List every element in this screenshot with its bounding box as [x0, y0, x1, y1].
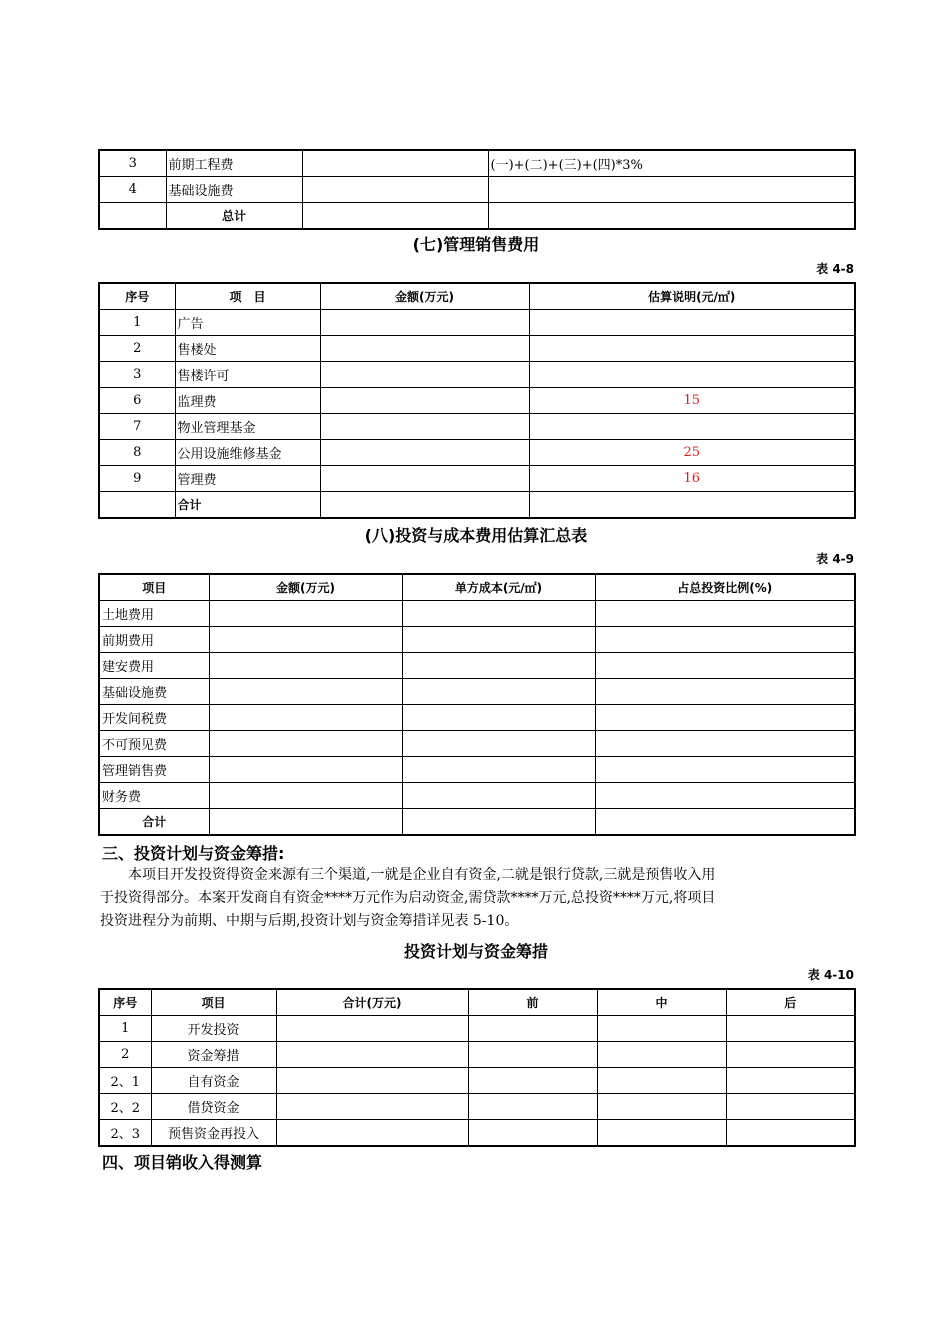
note-cell [529, 362, 855, 388]
mid-cell [597, 1068, 726, 1094]
table-row [99, 1016, 855, 1042]
table-row [99, 388, 855, 414]
early-cell [468, 1120, 597, 1147]
table-row [99, 1068, 855, 1094]
ratio-cell [595, 653, 855, 679]
table-number: 表 4-9 [816, 552, 854, 566]
table-row [99, 809, 855, 836]
table-row [99, 627, 855, 653]
early-cell [468, 1042, 597, 1068]
column-header: 中 [597, 989, 726, 1016]
amount-cell [209, 627, 402, 653]
total-cell [276, 1016, 468, 1042]
row-number: 1 [99, 1016, 151, 1042]
amount-cell [320, 466, 529, 492]
item-name: 售楼许可 [175, 362, 320, 388]
late-cell [726, 1016, 855, 1042]
total-cell [276, 1068, 468, 1094]
table-row [99, 336, 855, 362]
note-cell [529, 310, 855, 336]
table-row [99, 679, 855, 705]
item-name: 公用设施维修基金 [175, 440, 320, 466]
unit-cost-cell [402, 601, 595, 627]
amount-cell [302, 203, 488, 230]
column-header: 估算说明(元/㎡) [529, 283, 855, 310]
total-cell [276, 1042, 468, 1068]
note-cell: 16 [529, 466, 855, 492]
amount-cell [320, 336, 529, 362]
section-heading: 四、项目销收入得测算 [102, 1153, 263, 1172]
row-number: 2 [99, 336, 175, 362]
ratio-cell [595, 705, 855, 731]
amount-cell [320, 310, 529, 336]
column-header: 后 [726, 989, 855, 1016]
amount-cell [320, 492, 529, 519]
note-cell: (一)+(二)+(三)+(四)*3% [488, 150, 855, 177]
table-row [99, 203, 855, 230]
note-cell [529, 414, 855, 440]
total-cell [276, 1120, 468, 1147]
row-number: 7 [99, 414, 175, 440]
item-name: 土地费用 [99, 601, 209, 627]
investment-cost-summary-table [98, 573, 856, 836]
column-header: 合计(万元) [276, 989, 468, 1016]
unit-cost-cell [402, 653, 595, 679]
item-name: 前期工程费 [166, 150, 302, 177]
ratio-cell [595, 601, 855, 627]
column-header: 单方成本(元/㎡) [402, 574, 595, 601]
unit-cost-cell [402, 731, 595, 757]
unit-cost-cell [402, 757, 595, 783]
column-header: 占总投资比例(%) [595, 574, 855, 601]
table-row [99, 1042, 855, 1068]
table-number: 表 4-10 [807, 968, 854, 982]
row-number: 2、1 [99, 1068, 151, 1094]
table-number: 表 4-8 [816, 262, 854, 276]
table-row [99, 783, 855, 809]
amount-cell [320, 388, 529, 414]
table-header-row [99, 283, 855, 310]
note-cell [488, 203, 855, 230]
late-cell [726, 1094, 855, 1120]
management-sales-cost-table [98, 282, 856, 519]
amount-cell [209, 653, 402, 679]
column-header: 项目 [151, 989, 276, 1016]
table-row [99, 362, 855, 388]
table-row [99, 757, 855, 783]
column-header: 前 [468, 989, 597, 1016]
table-row [99, 601, 855, 627]
column-header: 金额(万元) [320, 283, 529, 310]
ratio-cell [595, 627, 855, 653]
amount-cell [320, 362, 529, 388]
early-cell [468, 1068, 597, 1094]
item-name: 前期费用 [99, 627, 209, 653]
amount-cell [209, 783, 402, 809]
paragraph-line: 本项目开发投资得资金来源有三个渠道,一就是企业自有资金,二就是银行贷款,三就是预售收入用 [128, 867, 716, 883]
column-header: 序号 [99, 989, 151, 1016]
late-cell [726, 1120, 855, 1147]
item-name: 不可预见费 [99, 731, 209, 757]
row-number: 4 [99, 177, 166, 203]
mid-cell [597, 1094, 726, 1120]
table-row [99, 440, 855, 466]
table-row [99, 466, 855, 492]
item-name: 开发投资 [151, 1016, 276, 1042]
amount-cell [209, 679, 402, 705]
section-title: (七)管理销售费用 [412, 235, 540, 254]
total-cell [276, 1094, 468, 1120]
row-number: 9 [99, 466, 175, 492]
table-row [99, 1094, 855, 1120]
late-cell [726, 1042, 855, 1068]
row-number [99, 203, 166, 230]
row-number: 8 [99, 440, 175, 466]
table-row [99, 653, 855, 679]
item-name: 广告 [175, 310, 320, 336]
total-label: 合计 [175, 492, 320, 519]
table-row [99, 310, 855, 336]
table-header-row [99, 574, 855, 601]
section-heading: 三、投资计划与资金筹措: [102, 844, 285, 863]
column-header: 序号 [99, 283, 175, 310]
ratio-cell [595, 679, 855, 705]
table-row [99, 177, 855, 203]
item-name: 基础设施费 [166, 177, 302, 203]
early-cell [468, 1094, 597, 1120]
table-row [99, 492, 855, 519]
column-header: 项目 [99, 574, 209, 601]
item-name: 自有资金 [151, 1068, 276, 1094]
table-title: 投资计划与资金筹措 [403, 942, 548, 961]
amount-cell [302, 150, 488, 177]
row-number [99, 492, 175, 519]
amount-cell [209, 757, 402, 783]
row-number: 6 [99, 388, 175, 414]
item-name: 预售资金再投入 [151, 1120, 276, 1147]
ratio-cell [595, 731, 855, 757]
amount-cell [320, 414, 529, 440]
table-row [99, 414, 855, 440]
item-name: 建安费用 [99, 653, 209, 679]
amount-cell [302, 177, 488, 203]
unit-cost-cell [402, 679, 595, 705]
note-cell: 25 [529, 440, 855, 466]
item-name: 监理费 [175, 388, 320, 414]
row-number: 2、3 [99, 1120, 151, 1147]
note-cell [488, 177, 855, 203]
row-number: 2、2 [99, 1094, 151, 1120]
note-cell [529, 492, 855, 519]
construction-cost-table-continued [98, 149, 856, 230]
item-name: 开发间税费 [99, 705, 209, 731]
item-name: 资金筹措 [151, 1042, 276, 1068]
table-row [99, 150, 855, 177]
unit-cost-cell [402, 627, 595, 653]
item-name: 售楼处 [175, 336, 320, 362]
item-name: 管理费 [175, 466, 320, 492]
column-header: 金额(万元) [209, 574, 402, 601]
ratio-cell [595, 809, 855, 836]
total-label: 合计 [99, 809, 209, 836]
body-paragraph [100, 864, 852, 933]
table-header-row [99, 989, 855, 1016]
mid-cell [597, 1016, 726, 1042]
total-label: 总计 [166, 203, 302, 230]
amount-cell [209, 809, 402, 836]
row-number: 1 [99, 310, 175, 336]
row-number: 2 [99, 1042, 151, 1068]
mid-cell [597, 1042, 726, 1068]
investment-plan-table [98, 988, 856, 1147]
ratio-cell [595, 757, 855, 783]
note-cell [529, 336, 855, 362]
unit-cost-cell [402, 783, 595, 809]
early-cell [468, 1016, 597, 1042]
table-row [99, 731, 855, 757]
table-row [99, 1120, 855, 1147]
table-row [99, 705, 855, 731]
note-cell: 15 [529, 388, 855, 414]
unit-cost-cell [402, 809, 595, 836]
unit-cost-cell [402, 705, 595, 731]
column-header: 项 目 [175, 283, 320, 310]
item-name: 财务费 [99, 783, 209, 809]
row-number: 3 [99, 362, 175, 388]
item-name: 物业管理基金 [175, 414, 320, 440]
section-title: (八)投资与成本费用估算汇总表 [364, 526, 588, 545]
item-name: 基础设施费 [99, 679, 209, 705]
amount-cell [320, 440, 529, 466]
ratio-cell [595, 783, 855, 809]
amount-cell [209, 705, 402, 731]
paragraph-line: 投资进程分为前期、中期与后期,投资计划与资金筹措详见表 5-10。 [100, 913, 519, 929]
mid-cell [597, 1120, 726, 1147]
paragraph-line: 于投资得部分。本案开发商自有资金****万元作为启动资金,需贷款****万元,总投资****万元,将项目 [100, 890, 716, 906]
item-name: 借贷资金 [151, 1094, 276, 1120]
item-name: 管理销售费 [99, 757, 209, 783]
row-number: 3 [99, 150, 166, 177]
amount-cell [209, 601, 402, 627]
late-cell [726, 1068, 855, 1094]
amount-cell [209, 731, 402, 757]
